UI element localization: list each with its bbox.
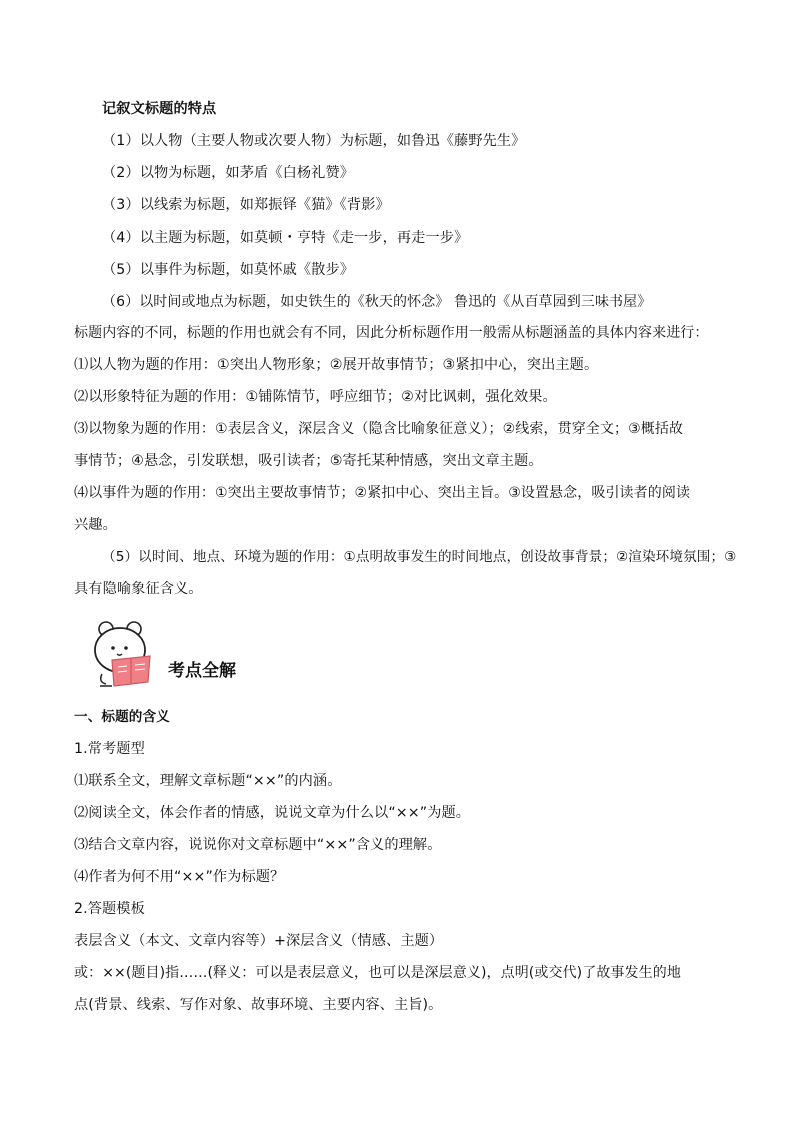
reading-bear-icon	[92, 620, 154, 690]
question-3: ⑶结合文章内容，说说你对文章标题中“××”含义的理解。	[74, 837, 442, 853]
function-time-place-line1: （5）以时间、地点、环境为题的作用：①点明故事发生的时间地点，创设故事背景；②渲染环境氛围；③	[102, 549, 737, 565]
question-4: ⑷作者为何不用“××”作为标题？	[74, 869, 285, 885]
template-line-2b: 点(背景、线索、写作对象、故事环境、主要内容、主旨)。	[74, 997, 443, 1013]
function-people: ⑴以人物为题的作用：①突出人物形象；②展开故事情节；③紧扣中心，突出主题。	[74, 357, 599, 373]
function-object-line2: 事情节；④悬念，引发联想，吸引读者；⑤寄托某种情感，突出文章主题。	[74, 453, 543, 469]
feature-item-3: （3）以线索为标题，如郑振铎《猫》《背影》	[102, 197, 390, 213]
template-line-2a: 或：××(题目)指……(释义：可以是表层意义，也可以是深层意义)，点明(或交代)了故事发生的地	[74, 965, 681, 981]
function-time-place-line2: 具有隐喻象征含义。	[74, 581, 203, 597]
feature-item-1: （1）以人物（主要人物或次要人物）为标题，如鲁迅《藤野先生》	[102, 133, 526, 149]
feature-item-4: （4）以主题为标题，如莫顿・亨特《走一步，再走一步》	[102, 230, 469, 246]
question-types-subheading: 1.常考题型	[74, 741, 145, 757]
feature-item-5: （5）以事件为标题，如莫怀戚《散步》	[102, 262, 355, 278]
section-title: 考点全解	[168, 661, 236, 681]
feature-item-2: （2）以物为标题，如茅盾《白杨礼赞》	[102, 165, 355, 181]
function-object-line1: ⑶以物象为题的作用：①表层含义，深层含义（隐含比喻象征意义）；②线索，贯穿全文；③概括故	[74, 421, 684, 437]
question-2: ⑵阅读全文，体会作者的情感，说说文章为什么以“××”为题。	[74, 805, 471, 821]
answer-template-subheading: 2.答题模板	[74, 901, 145, 917]
section-heading-title-features: 记叙文标题的特点	[102, 101, 217, 117]
function-image-feature: ⑵以形象特征为题的作用：①铺陈情节，呼应细节；②对比讽刺，强化效果。	[74, 389, 557, 405]
part1-heading: 一、标题的含义	[74, 709, 170, 725]
function-event-line2: 兴趣。	[74, 517, 117, 533]
feature-item-6: （6）以时间或地点为标题，如史铁生的《秋天的怀念》 鲁迅的《从百草园到三味书屋》	[102, 294, 652, 310]
function-event-line1: ⑷以事件为题的作用：①突出主要故事情节；②紧扣中心、突出主旨。③设置悬念，吸引读者的阅读	[74, 485, 691, 501]
section-header-kaodian	[92, 620, 392, 692]
intro-paragraph: 标题内容的不同，标题的作用也就会有不同，因此分析标题作用一般需从标题涵盖的具体内容来进行：	[74, 325, 709, 341]
template-line-1: 表层含义（本文、文章内容等）+深层含义（情感、主题）	[74, 933, 444, 949]
question-1: ⑴联系全文，理解文章标题“××”的内涵。	[74, 773, 342, 789]
